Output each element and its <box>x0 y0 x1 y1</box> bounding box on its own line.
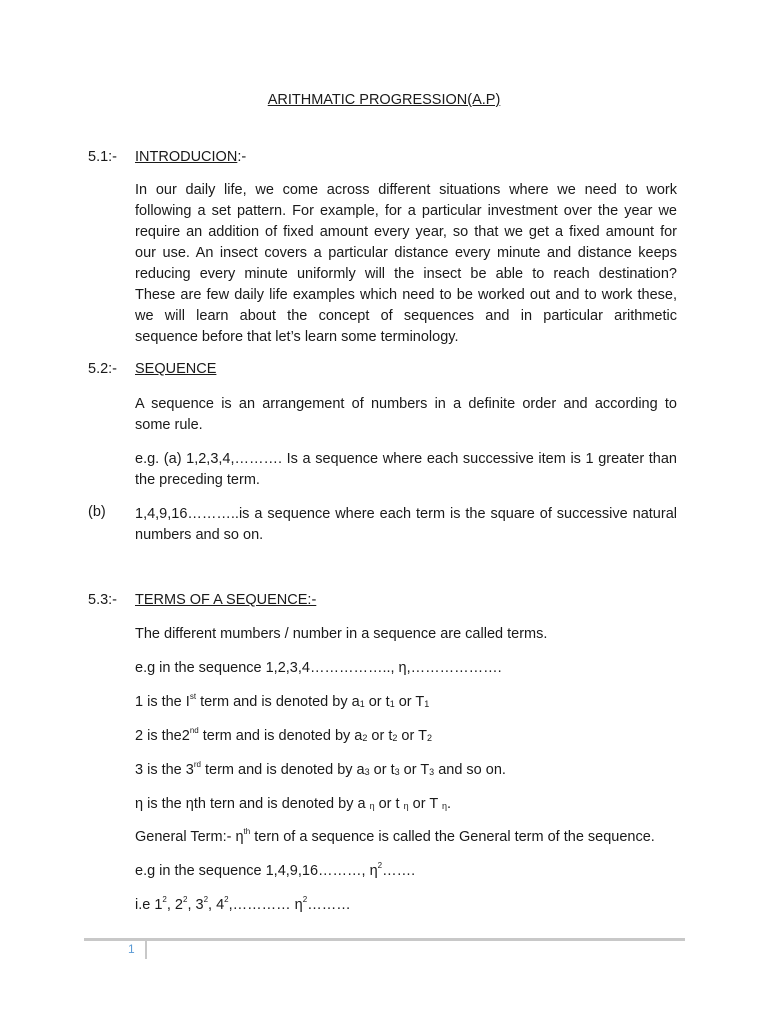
paragraph-line: These are few daily life examples which need to be worked out and to work these, <box>135 287 677 303</box>
paragraph-line: A sequence is an arrangement of numbers in a definite order and according to <box>135 396 677 412</box>
term-1-line: 1 is the Ist term and is denoted by $a_1$ or $t_1$ or $T_1$ <box>135 692 430 710</box>
section-number: 5.1:- <box>88 149 118 165</box>
paragraph-line: sequence before that let’s learn some terminology. <box>135 329 459 345</box>
term-n-line: η is the ηth tern and is denoted by a $_\eta$ or t $_\eta$ or T $_\eta$. <box>135 796 451 812</box>
paragraph-line: we will learn about the concept of sequences and in particular arithmetic <box>135 308 677 324</box>
squares-example-line: e.g in the sequence 1,4,9,16………, $\eta^2\dots\dots$. <box>135 861 416 879</box>
paragraph-line: numbers and so on. <box>135 527 264 543</box>
page-number-separator <box>145 941 147 959</box>
paragraph-line: In our daily life, we come across different situations where we need to work <box>135 182 677 198</box>
footer-divider <box>84 938 685 941</box>
term-3-line: 3 is the 3rd term and is denoted by $a_3$ or $t_3$ or $T_3$ and so on. <box>135 760 506 778</box>
document-title: ARITHMATIC PROGRESSION(A.P) <box>267 92 501 108</box>
section-title: SEQUENCE <box>135 361 217 377</box>
paragraph-line: our use. An insect covers a particular distance every minute and distance keeps <box>135 245 677 261</box>
example-b <box>135 504 677 546</box>
section-number: 5.2:- <box>88 361 118 377</box>
section-5-3-heading <box>88 592 316 608</box>
sequence-definition <box>135 394 677 436</box>
paragraph-line: the preceding term. <box>135 472 260 488</box>
example-b-label: (b) <box>88 504 106 520</box>
terms-intro: The different mumbers / number in a sequence are called terms. <box>135 626 548 642</box>
section-5-2-heading <box>88 361 216 377</box>
section-5-1-heading <box>88 149 246 165</box>
page-number: 1 <box>128 942 135 956</box>
paragraph-line: e.g. (a) 1,2,3,4,………. Is a sequence where each successive item is 1 greater than <box>135 451 677 467</box>
paragraph-line: some rule. <box>135 417 203 433</box>
general-term-line: General Term:- $\eta^{th}$ tern of a sequence is called the General term of the sequence. <box>135 827 655 845</box>
terms-example: e.g in the sequence 1,2,3,4…………….., η,………………. <box>135 660 502 676</box>
paragraph-line: following a set pattern. For example, for a particular investment over the year we <box>135 203 677 219</box>
paragraph-line: require an addition of fixed amount every year, so that we get a fixed amount for <box>135 224 677 240</box>
section-title-suffix: :- <box>237 149 247 165</box>
intro-paragraph <box>135 180 677 348</box>
paragraph-line: 1,4,9,16………..is a sequence where each term is the square of successive natural <box>135 506 677 522</box>
example-a <box>135 449 677 491</box>
section-title: TERMS OF A SEQUENCE:- <box>135 592 317 608</box>
section-title: INTRODUCION <box>135 149 238 165</box>
term-2-line: 2 is the2nd term and is denoted by $a_2$ or $t_2$ or $T_2$ <box>135 726 432 744</box>
section-number: 5.3:- <box>88 592 118 608</box>
paragraph-line: reducing every minute uniformly will the insect be able to reach destination? <box>135 266 677 282</box>
squares-ie-line: i.e $1^2$, $2^2$, $3^2$, $4^2,\dots\dots\dots\dots$ $\eta^2\dots\dots\dots$ <box>135 895 351 913</box>
